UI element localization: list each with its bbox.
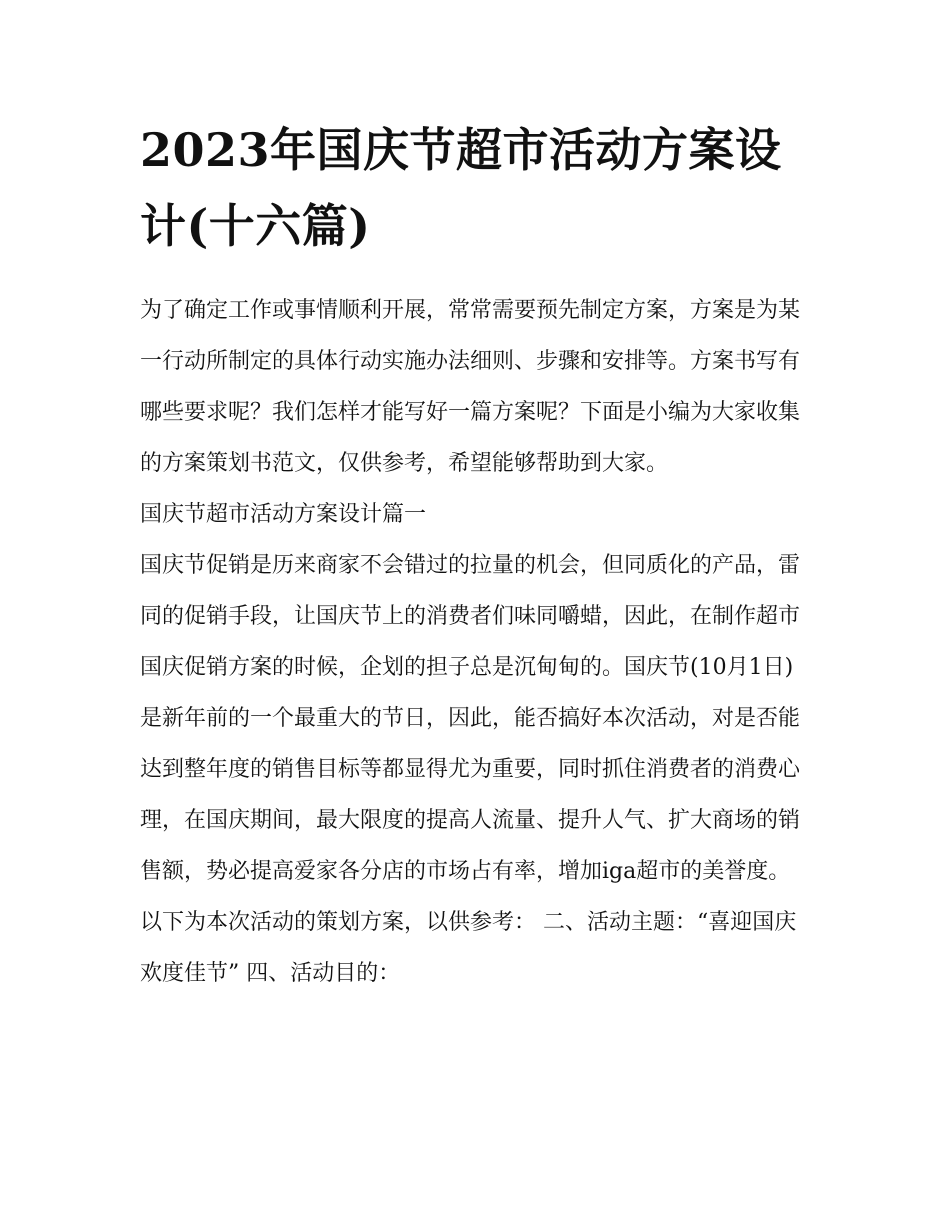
document-title: 2023年国庆节超市活动方案设计(十六篇) [140,123,782,253]
document-page [140,112,812,999]
body-paragraph: 国庆节促销是历来商家不会错过的拉量的机会，但同质化的产品，雷同的促销手段，让国庆节上的消费者们味同嚼蜡，因此，在制作超市国庆促销方案的时候，企划的担子总是沉甸甸的。国庆节(10月1日)是新年前的一个最重大的节日，因此，能否搞好本次活动，对是否能达到整年度的销售目标等都显得尤为重要，同时抓住消费者的消费心理，在国庆期间，最大限度的提高人流量、提升人气、扩大商场的销售额，势必提高爱家各分店的市场占有率，增加iga超市的美誉度。 [140,553,801,884]
intro-paragraph: 为了确定工作或事情顺利开展，常常需要预先制定方案，方案是为某一行动所制定的具体行动实施办法细则、步骤和安排等。方案书写有哪些要求呢？我们怎样才能写好一篇方案呢？下面是小编为大家收集的方案策划书范文，仅供参考，希望能够帮助到大家。 [140,298,801,476]
body-paragraph-final: 以下为本次活动的策划方案，以供参考： 二、活动主题：“喜迎国庆 欢度佳节” 四、活动目的： [140,910,797,986]
section-heading: 国庆节超市活动方案设计篇一 [140,502,427,527]
